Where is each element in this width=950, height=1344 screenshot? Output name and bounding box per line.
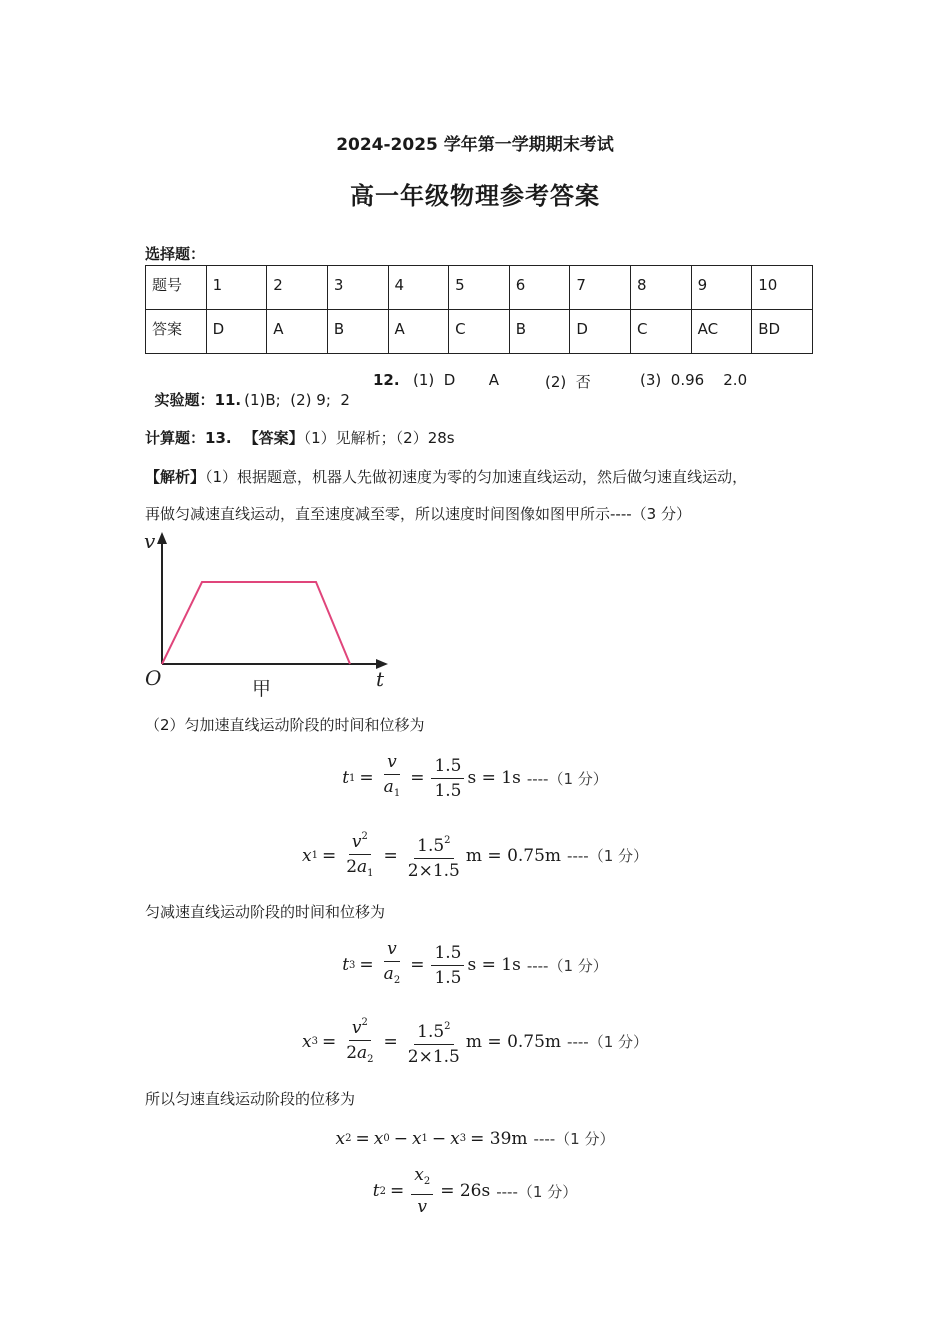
q12-label: 12. bbox=[373, 371, 400, 389]
question-number: 2 bbox=[267, 266, 328, 310]
symbol: x bbox=[301, 1031, 312, 1052]
question-number: 5 bbox=[449, 266, 510, 310]
answer-cell: B bbox=[327, 310, 388, 354]
symbol: a bbox=[383, 964, 394, 984]
x-axis-label: t bbox=[376, 667, 385, 691]
denominator: v bbox=[417, 1197, 428, 1217]
velocity-time-graph bbox=[140, 530, 400, 705]
equation-result: = 26s bbox=[440, 1181, 491, 1201]
equation-t3: t 3 = $\frac{v}{a_2}$ = $\frac{1.5}{1.5}$ s = 1s ----（1 分） bbox=[342, 939, 608, 988]
analysis-text-1: （1）根据题意，机器人先做初速度为零的匀加速直线运动，然后做匀速直线运动， bbox=[205, 468, 748, 486]
row-label: 答案 bbox=[146, 310, 207, 354]
calc-label: 计算题： bbox=[145, 429, 206, 447]
subscript: 2 bbox=[379, 1185, 386, 1197]
equation-x3: x 3 = $\frac{v^2}{2a_2}$ = $\frac{1.5^2}{2\times 1.5}$ m = 0.75m ----（1 分） bbox=[0, 1013, 950, 1070]
answer-text: （1）见解析；（2）28s bbox=[303, 429, 455, 447]
answer-cell: AC bbox=[691, 310, 752, 354]
denominator: 2×1.5 bbox=[407, 860, 460, 881]
equation-result: = 39m bbox=[470, 1128, 528, 1149]
symbol: a bbox=[357, 857, 368, 877]
question-number: 8 bbox=[631, 266, 692, 310]
analysis-line-1 bbox=[145, 466, 747, 487]
question-number: 3 bbox=[327, 266, 388, 310]
subscript: 1 bbox=[393, 788, 401, 799]
subscript: 0 bbox=[383, 1133, 390, 1144]
symbol: a bbox=[383, 777, 394, 797]
subscript: 1 bbox=[311, 850, 318, 861]
experiment-label: 实验题： bbox=[154, 391, 215, 409]
equation-t1: t 1 = $\frac{v}{a_1}$ = $\frac{1.5}{1.5}$ s = 1s ----（1 分） bbox=[342, 752, 608, 801]
subscript: 2 bbox=[393, 975, 401, 986]
symbol: a bbox=[357, 1043, 368, 1063]
q12-part2: (2) 否 bbox=[545, 373, 591, 391]
equation-t2: t 2 = $\frac{x_2}{v}$ = 26s ----（1 分） bbox=[372, 1165, 578, 1217]
score-mark: ----（1 分） bbox=[567, 847, 649, 865]
superscript: 2 bbox=[444, 1020, 451, 1032]
q13-label: 13. bbox=[205, 429, 232, 447]
table-row bbox=[146, 310, 813, 354]
question-number: 6 bbox=[509, 266, 570, 310]
calc-answer-line bbox=[145, 427, 455, 448]
answer-cell: D bbox=[570, 310, 631, 354]
q11-label: 11. bbox=[214, 391, 242, 409]
exam-title: 2024-2025 学年第一学期期末考试 bbox=[336, 135, 614, 155]
answer-cell: C bbox=[631, 310, 692, 354]
symbol: t bbox=[372, 1181, 380, 1201]
answer-cell: A bbox=[388, 310, 449, 354]
numerator: 1.5 bbox=[417, 835, 445, 856]
numerator: v bbox=[384, 939, 400, 962]
score-mark: ----（1 分） bbox=[526, 956, 608, 975]
page-title: 高一年级物理参考答案 bbox=[350, 182, 600, 210]
y-axis-label: v bbox=[144, 530, 156, 553]
row-label: 题号 bbox=[146, 266, 207, 310]
velocity-trapezoid-line bbox=[162, 582, 350, 664]
symbol: x bbox=[335, 1128, 346, 1149]
equation-x2: x 2 = x 0 − x 1 − x 3 = 39m ----（1 分） bbox=[335, 1128, 615, 1149]
numerator: 1.5 bbox=[417, 1021, 445, 1042]
score-mark: ----（1 分） bbox=[533, 1130, 615, 1148]
subscript: 1 bbox=[349, 772, 356, 784]
symbol: x bbox=[373, 1128, 384, 1149]
origin-label: O bbox=[145, 666, 162, 690]
superscript: 2 bbox=[361, 831, 368, 842]
score-mark: ----（1 分） bbox=[496, 1182, 578, 1201]
subscript: 1 bbox=[421, 1133, 428, 1144]
question-number: 9 bbox=[691, 266, 752, 310]
equation-result: m = 0.75m bbox=[465, 1031, 562, 1052]
numerator: 1.5 bbox=[431, 756, 464, 779]
equation-result: s = 1s bbox=[467, 768, 521, 788]
coefficient: 2 bbox=[346, 1043, 358, 1063]
symbol: x bbox=[450, 1128, 460, 1149]
score-mark: ----（1 分） bbox=[526, 769, 608, 788]
subscript: 1 bbox=[367, 868, 374, 879]
symbol: v bbox=[351, 832, 362, 852]
numerator: v bbox=[384, 752, 400, 775]
symbol: x bbox=[411, 1128, 422, 1149]
symbol: x bbox=[301, 845, 312, 866]
uniform-intro: 所以匀速直线运动阶段的位移为 bbox=[145, 1090, 356, 1108]
analysis-line-2: 再做匀减速直线运动，直至速度减至零，所以速度时间图像如图甲所示----（3 分） bbox=[145, 505, 691, 523]
score-mark: ----（1 分） bbox=[567, 1033, 649, 1051]
symbol: v bbox=[351, 1018, 362, 1038]
subscript: 2 bbox=[345, 1133, 352, 1144]
part2-intro: （2）匀加速直线运动阶段的时间和位移为 bbox=[145, 716, 425, 734]
symbol: t bbox=[342, 768, 350, 788]
coefficient: 2 bbox=[346, 857, 358, 877]
experiment-section bbox=[145, 371, 350, 410]
subscript: 2 bbox=[423, 1176, 431, 1187]
superscript: 2 bbox=[444, 834, 451, 846]
question-number: 1 bbox=[206, 266, 267, 310]
symbol: t bbox=[342, 955, 350, 975]
denominator: 1.5 bbox=[434, 967, 462, 988]
answer-cell: A bbox=[267, 310, 328, 354]
denominator: 2×1.5 bbox=[407, 1046, 460, 1067]
answer-tag: 【答案】 bbox=[243, 429, 304, 447]
equation-result: s = 1s bbox=[467, 955, 521, 975]
question-number: 4 bbox=[388, 266, 449, 310]
subscript: 2 bbox=[367, 1054, 374, 1065]
analysis-tag: 【解析】 bbox=[145, 468, 206, 486]
decel-intro: 匀减速直线运动阶段的时间和位移为 bbox=[145, 903, 386, 921]
answer-cell: C bbox=[449, 310, 510, 354]
choice-answer-table bbox=[145, 265, 813, 354]
symbol: x bbox=[414, 1165, 424, 1185]
answer-cell: B bbox=[509, 310, 570, 354]
q12-part1: (1) D A bbox=[413, 371, 499, 389]
subscript: 3 bbox=[349, 959, 356, 971]
subscript: 3 bbox=[459, 1133, 467, 1144]
numerator: 1.5 bbox=[431, 943, 464, 966]
equation-result: m = 0.75m bbox=[465, 845, 562, 866]
choice-section-label: 选择题： bbox=[145, 245, 206, 263]
subscript: 3 bbox=[311, 1036, 318, 1047]
superscript: 2 bbox=[361, 1017, 368, 1028]
question-number: 10 bbox=[752, 266, 813, 310]
graph-caption: 甲 bbox=[252, 678, 272, 700]
denominator: 1.5 bbox=[434, 780, 462, 801]
question-number: 7 bbox=[570, 266, 631, 310]
table-row bbox=[146, 266, 813, 310]
q12-part3: (3) 0.96 2.0 bbox=[640, 371, 748, 389]
answer-cell: BD bbox=[752, 310, 813, 354]
equation-x1: x 1 = $\frac{v^2}{2a_1}$ = $\frac{1.5^2}{2\times 1.5}$ m = 0.75m ----（1 分） bbox=[0, 827, 950, 884]
q11-answer: (1)B; (2) 9; 2 bbox=[244, 391, 350, 409]
y-axis-arrow bbox=[157, 532, 167, 544]
answer-cell: D bbox=[206, 310, 267, 354]
